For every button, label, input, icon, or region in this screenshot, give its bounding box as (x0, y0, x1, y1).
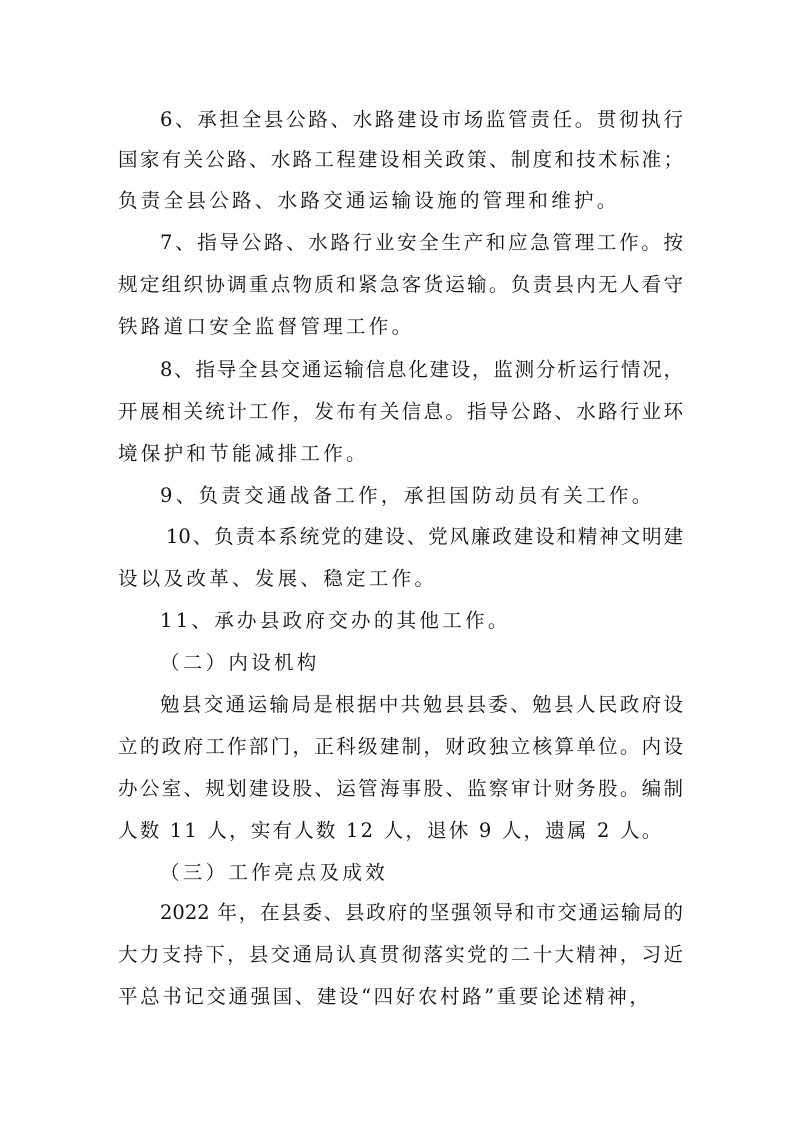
paragraph-6-line-2: 国家有关公路、水路工程建设相关政策、制度和技术标准； (118, 148, 683, 171)
section-heading-work-highlights: （三）工作亮点及成效 (160, 861, 389, 884)
paragraph-7-line-1: 7、指导公路、水路行业安全生产和应急管理工作。按 (160, 231, 683, 254)
paragraph-7-line-3: 铁路道口安全监督管理工作。 (118, 315, 415, 338)
paragraph-9-line-1: 9、负责交通战备工作，承担国防动员有关工作。 (160, 484, 655, 507)
paragraph-11-line-1: 11、承办县政府交办的其他工作。 (160, 609, 511, 632)
section-heading-internal-organization: （二）内设机构 (160, 651, 320, 674)
organization-paragraph-line-2: 立的政府工作部门，正科级建制，财政独立核算单位。内设 (118, 735, 683, 758)
paragraph-10-line-1: 10、负责本系统党的建设、党风廉政建设和精神文明建 (166, 525, 683, 548)
highlights-paragraph-line-3: 平总书记交通强国、建设“四好农村路”重要论述精神， (118, 985, 652, 1008)
paragraph-8-line-3: 境保护和节能减排工作。 (118, 442, 369, 465)
organization-paragraph-line-1: 勉县交通运输局是根据中共勉县县委、勉县人民政府设 (160, 693, 683, 716)
paragraph-10-line-2: 设以及改革、发展、稳定工作。 (118, 567, 438, 590)
organization-paragraph-line-4: 人数 11 人，实有人数 12 人，退休 9 人，遗属 2 人。 (118, 819, 664, 842)
paragraph-8-line-1: 8、指导全县交通运输信息化建设，监测分析运行情况， (160, 358, 683, 381)
highlights-paragraph-line-1: 2022 年，在县委、县政府的坚强领导和市交通运输局的 (160, 901, 683, 924)
organization-paragraph-line-3: 办公室、规划建设股、运管海事股、监察审计财务股。编制 (118, 777, 683, 800)
paragraph-7-line-2: 规定组织协调重点物质和紧急客货运输。负责县内无人看守 (118, 273, 683, 296)
paragraph-6-line-1: 6、承担全县公路、水路建设市场监管责任。贯彻执行 (160, 108, 683, 131)
paragraph-6-line-3: 负责全县公路、水路交通运输设施的管理和维护。 (118, 189, 620, 212)
paragraph-8-line-2: 开展相关统计工作，发布有关信息。指导公路、水路行业环 (118, 400, 683, 423)
highlights-paragraph-line-2: 大力支持下，县交通局认真贯彻落实党的二十大精神，习近 (118, 943, 683, 966)
